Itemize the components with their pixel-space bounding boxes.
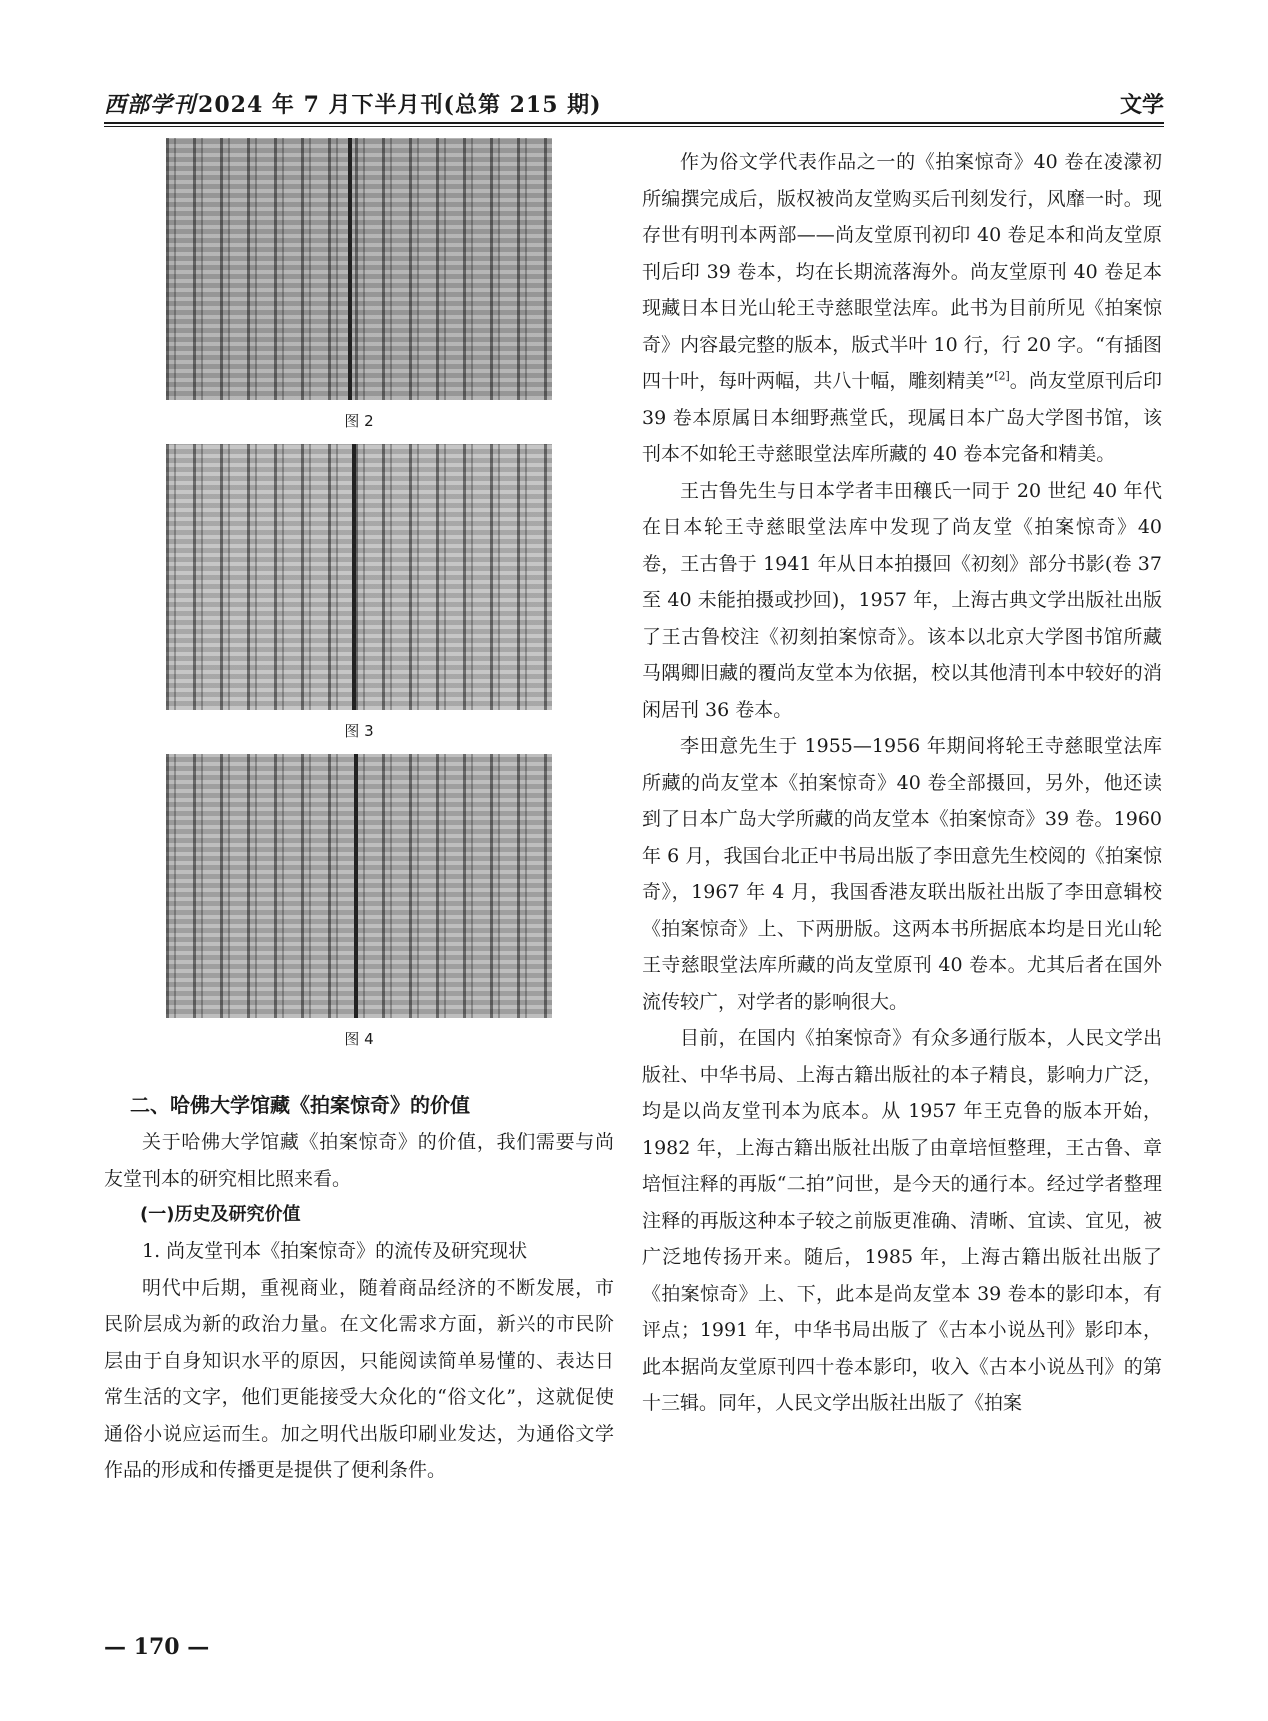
figure-3-caption: 图 3 (344, 722, 374, 740)
issue-label: 2024 年 7 月下半月刊(总第 215 期) (198, 92, 602, 118)
header-rule (104, 122, 1164, 124)
paragraph: 明代中后期，重视商业，随着商品经济的不断发展，市民阶层成为新的政治力量。在文化需求方面，新兴的市民阶层由于自身知识水平的原因，只能阅读简单易懂的、表达日常生活的文字，他们更能接受大众化的“俗文化”，这就促使通俗小说应运而生。加之明代出版印刷业发达，为通俗文学作品的形成和传播更是提供了便利条件。 (104, 1276, 614, 1481)
header-rule-thin (104, 126, 1164, 127)
section-heading: 二、哈佛大学馆藏《拍案惊奇》的价值 (130, 1093, 470, 1117)
figure-2 (166, 138, 552, 431)
journal-logo: 西部学刊 (104, 92, 197, 118)
paragraph: 王古鲁先生与日本学者丰田穰氏一同于 20 世纪 40 年代在日本轮王寺慈眼堂法库中发现了尚友堂《拍案惊奇》40 卷，王古鲁于 1941 年从日本拍摄回《初刻》部分书影(卷 37 至 40 未能拍摄或抄回)，1957 年，上海古典文学出版社出版了王古鲁校注《初刻拍案惊奇》。该本以北京大学图书馆所藏马隅卿旧藏的覆尚友堂本为依据，校以其他清刊本中较好的消闲居刊 36 卷本。 (642, 479, 1162, 721)
figure-3-image (166, 444, 552, 710)
right-column (642, 144, 1162, 1422)
paragraph: 李田意先生于 1955—1956 年期间将轮王寺慈眼堂法库所藏的尚友堂本《拍案惊奇》40 卷全部摄回，另外，他还读到了日本广岛大学所藏的尚友堂本《拍案惊奇》39 卷。1960 年 6 月，我国台北正中书局出版了李田意先生校阅的《拍案惊奇》，1967 年 4 月，我国香港友联出版社出版了李田意辑校《拍案惊奇》上、下两册版。这两本书所据底本均是日光山轮王寺慈眼堂法库所藏的尚友堂原刊 40 卷本。尤其后者在国外流传较广，对学者的影响很大。 (642, 735, 1162, 1013)
figure-2-caption: 图 2 (344, 412, 374, 430)
paragraph: 关于哈佛大学馆藏《拍案惊奇》的价值，我们需要与尚友堂刊本的研究相比照来看。 (104, 1131, 614, 1190)
journal-issue (104, 88, 602, 119)
section-label: 文学 (1119, 93, 1164, 118)
paragraph: 目前，在国内《拍案惊奇》有众多通行版本，人民文学出版社、中华书局、上海古籍出版社的本子精良，影响力广泛，均是以尚友堂刊本为底本。从 1957 年王克鲁的版本开始，1982 年，上海古籍出版社出版了由章培恒整理，王古鲁、章培恒注释的再版“二拍”问世，是今天的通行本。经过学者整理注释的再版这种本子较之前版更准确、清晰、宜读、宜见，被广泛地传扬开来。随后，1985 年，上海古籍出版社出版了《拍案惊奇》上、下，此本是尚友堂本 39 卷本的影印本，有评点；1991 年，中华书局出版了《古本小说丛刊》影印本，此本据尚友堂原刊四十卷本影印，收入《古本小说丛刊》的第十三辑。同年，人民文学出版社出版了《拍案 (642, 1027, 1162, 1414)
figure-4-caption: 图 4 (344, 1030, 374, 1048)
left-column (104, 1086, 614, 1489)
figure-4-image (166, 754, 552, 1018)
paragraph: 作为俗文学代表作品之一的《拍案惊奇》40 卷在凌濛初所编撰完成后，版权被尚友堂购买后刊刻发行，风靡一时。现存世有明刊本两部——尚友堂原刊初印 40 卷足本和尚友堂原刊后印 39 卷本，均在长期流落海外。尚友堂原刊 40 卷足本现藏日本日光山轮王寺慈眼堂法库。此书为目前所见《拍案惊奇》内容最完整的版本，版式半叶 10 行，行 20 字。“有插图四十叶，每叶两幅，共八十幅，雕刻精美”[2]。尚友堂原刊后印 39 卷本原属日本细野燕堂氏，现属日本广岛大学图书馆，该刊本不如轮王寺慈眼堂法库所藏的 40 卷本完备和精美。 (642, 151, 1162, 465)
figure-2-image (166, 138, 552, 400)
figure-4 (166, 754, 552, 1049)
running-header (104, 86, 1164, 122)
subsection-heading: (一)历史及研究价值 (140, 1204, 301, 1225)
figure-3 (166, 444, 552, 741)
subsubsection-heading: 1. 尚友堂刊本《拍案惊奇》的流传及研究现状 (142, 1240, 528, 1262)
citation-ref: [2] (994, 369, 1010, 383)
page-number: — 170 — (104, 1634, 210, 1660)
